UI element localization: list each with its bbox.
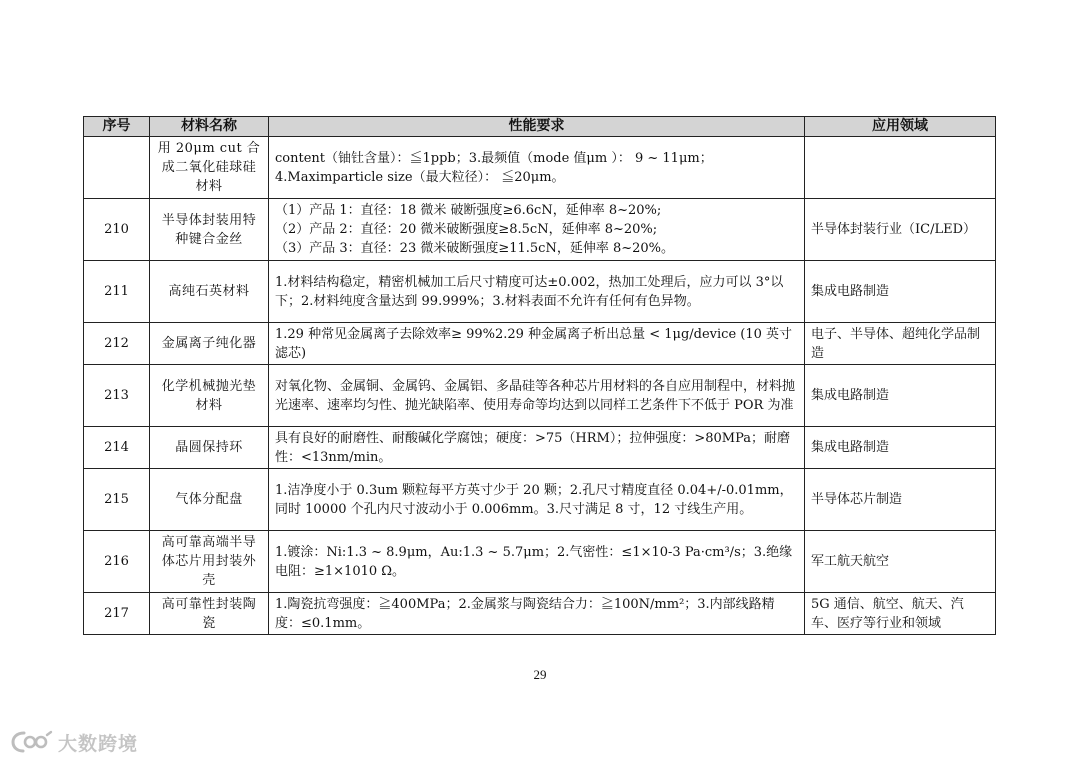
table-row (84, 137, 996, 199)
cell-material-name: 化学机械抛光垫材料 (150, 365, 269, 427)
page-number: 29 (533, 667, 547, 682)
cell-material-name: 半导体封装用特种键合金丝 (150, 199, 269, 261)
cell-performance-requirements (269, 261, 805, 323)
cell-serial-number: 214 (84, 427, 150, 469)
cell-serial-number: 210 (84, 199, 150, 261)
brand-logo-icon (10, 729, 54, 755)
requirement-line: 1.洁净度小于 0.3um 颗粒每平方英寸少于 20 颗；2.孔尺寸精度直径 0.04+/-0.01mm，同时 10000 个孔内尺寸波动小于 0.006mm。3.尺寸满足 8 寸，12 寸线生产用。 (275, 482, 793, 517)
cell-serial-number: 217 (84, 593, 150, 635)
requirement-line: 具有良好的耐磨性、耐酸碱化学腐蚀；硬度：>75（HRM）；拉伸强度：>80MPa；耐磨性：<13nm/min。 (275, 430, 791, 465)
requirement-line: 1.陶瓷抗弯强度：≧400MPa；2.金属浆与陶瓷结合力：≧100N/mm²；3.内部线路精度：≤0.1mm。 (275, 596, 775, 631)
table-row (84, 531, 996, 593)
cell-application-field: 5G 通信、航空、航天、汽车、医疗等行业和领域 (805, 593, 996, 635)
requirement-line: 1.材料结构稳定，精密机械加工后尺寸精度可达±0.002，热加工处理后，应力可以 3°以下；2.材料纯度含量达到 99.999%；3.材料表面不允许有任何有色异物。 (275, 274, 784, 309)
table-row (84, 261, 996, 323)
requirement-line: （3）产品 3：直径：23 微米破断强度≥11.5cN，延伸率 8~20%。 (275, 241, 675, 256)
cell-material-name: 高可靠性封装陶瓷 (150, 593, 269, 635)
cell-serial-number: 213 (84, 365, 150, 427)
requirement-line: 1.镀涂：Ni:1.3 ~ 8.9μm，Au:1.3 ~ 5.7μm；2.气密性：≤1×10-3 Pa·cm³/s；3.绝缘电阻：≥1×1010 Ω。 (275, 544, 793, 579)
cell-application-field: 集成电路制造 (805, 261, 996, 323)
cell-serial-number (84, 137, 150, 199)
header-material-name: 材料名称 (150, 117, 269, 137)
header-application-field: 应用领域 (805, 117, 996, 137)
table-row (84, 593, 996, 635)
table-row (84, 469, 996, 531)
cell-application-field: 集成电路制造 (805, 427, 996, 469)
cell-application-field: 军工航天航空 (805, 531, 996, 593)
cell-material-name: 金属离子纯化器 (150, 323, 269, 365)
cell-performance-requirements (269, 199, 805, 261)
cell-performance-requirements (269, 323, 805, 365)
cell-performance-requirements (269, 593, 805, 635)
table-row (84, 323, 996, 365)
cell-material-name: 用 20μm cut 合成二氧化硅球硅材料 (150, 137, 269, 199)
requirement-line: content（铀钍含量）：≦1ppb；3.最频值（mode 值μm ）： 9 ~ 11μm；4.Maximparticle size（最大粒径）： ≦20μm。 (275, 150, 713, 185)
cell-application-field (805, 137, 996, 199)
requirement-line: （1）产品 1：直径：18 微米 破断强度≥6.6cN，延伸率 8~20%; (275, 203, 662, 218)
cell-material-name: 气体分配盘 (150, 469, 269, 531)
cell-performance-requirements (269, 427, 805, 469)
cell-performance-requirements (269, 137, 805, 199)
cell-serial-number: 215 (84, 469, 150, 531)
table-row (84, 199, 996, 261)
watermark-text: 大数跨境 (58, 732, 139, 755)
table-row (84, 427, 996, 469)
cell-application-field: 半导体封装行业（IC/LED） (805, 199, 996, 261)
requirement-line: 对氧化物、金属铜、金属钨、金属铝、多晶硅等各种芯片用材料的各自应用制程中，材料抛光速率、速率均匀性、抛光缺陷率、使用寿命等均达到以同样工艺条件下不低于 POR 为准 (275, 378, 796, 413)
table-header-row (84, 117, 996, 137)
cell-serial-number: 216 (84, 531, 150, 593)
cell-application-field: 集成电路制造 (805, 365, 996, 427)
header-performance-requirements: 性能要求 (269, 117, 805, 137)
table-row (84, 365, 996, 427)
cell-material-name: 高纯石英材料 (150, 261, 269, 323)
watermark (10, 727, 138, 757)
cell-serial-number: 211 (84, 261, 150, 323)
cell-material-name: 晶圆保持环 (150, 427, 269, 469)
cell-application-field: 电子、半导体、超纯化学品制造 (805, 323, 996, 365)
cell-performance-requirements (269, 531, 805, 593)
cell-material-name: 高可靠高端半导体芯片用封装外壳 (150, 531, 269, 593)
requirements-table (83, 116, 996, 635)
requirement-line: （2）产品 2：直径：20 微米破断强度≥8.5cN，延伸率 8~20%; (275, 222, 658, 237)
cell-performance-requirements (269, 469, 805, 531)
requirement-line: 1.29 种常见金属离子去除效率≥ 99%2.29 种金属离子析出总量 < 1μg/device (10 英寸滤芯) (275, 326, 793, 361)
header-serial-number: 序号 (84, 117, 150, 137)
table-body (84, 137, 996, 635)
cell-application-field: 半导体芯片制造 (805, 469, 996, 531)
cell-performance-requirements (269, 365, 805, 427)
cell-serial-number: 212 (84, 323, 150, 365)
